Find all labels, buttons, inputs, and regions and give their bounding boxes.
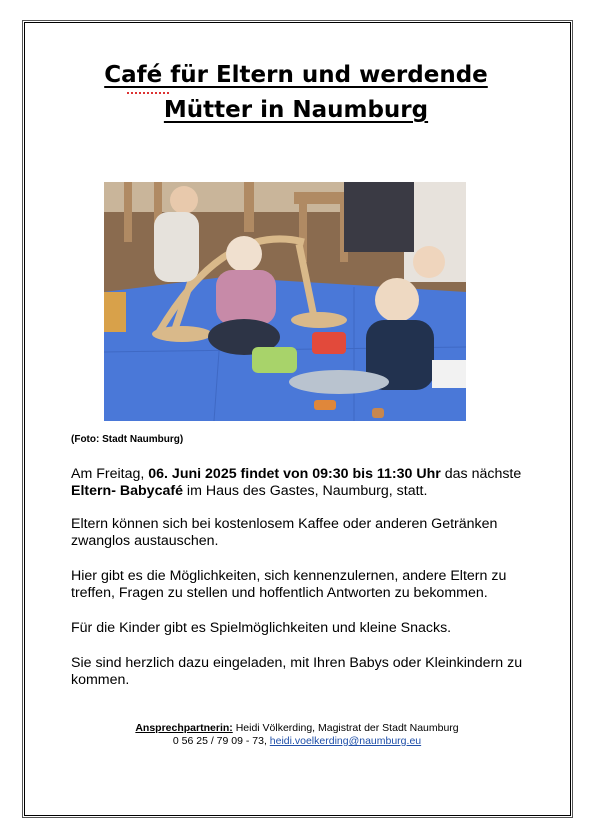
photo-baby-4-head xyxy=(413,246,445,278)
paragraph-invitation: Sie sind herzlich dazu eingeladen, mit Ihren Babys oder Kleinkindern zu kommen. xyxy=(71,655,523,688)
paragraph-kids: Für die Kinder gibt es Spielmöglichkeiten und kleine Snacks. xyxy=(71,620,452,636)
spellcheck-underline xyxy=(127,89,169,94)
photo-book xyxy=(432,360,466,388)
photo-baby-1-head xyxy=(170,186,198,214)
photo-baby-3-head xyxy=(375,278,419,322)
title-line-2: Mütter in Naumburg xyxy=(163,97,429,123)
contact-label: Ansprechpartnerin: xyxy=(135,722,233,734)
photo-baby-1-body xyxy=(154,212,199,282)
contact-email-link[interactable]: heidi.voelkerding@naumburg.eu xyxy=(269,735,422,747)
photo-gym-base-right xyxy=(291,312,347,328)
photo-adult-legs xyxy=(344,182,414,252)
paragraph-coffee: Eltern können sich bei kostenlosem Kaffee oder anderen Getränken zwanglos austauschen. xyxy=(71,516,498,549)
photo-toy-block xyxy=(372,408,384,418)
photo-babies-playing xyxy=(104,182,466,421)
photo-baby-2-head xyxy=(226,236,262,272)
photo-baby-3-legs xyxy=(289,370,389,394)
title-line-1: Café für Eltern und werdende xyxy=(104,62,488,88)
photo-toy-red xyxy=(312,332,346,354)
paragraph-opportunities: Hier gibt es die Möglichkeiten, sich kennenzulernen, andere Eltern zu treffen, Fragen zu stellen und hoffentlich Antworten zu bekommen. xyxy=(71,568,507,601)
photo-adult-left xyxy=(104,292,126,332)
photo-caption: (Foto: Stadt Naumburg) xyxy=(71,434,184,445)
text-event-name: Eltern- Babycafé xyxy=(71,483,183,499)
contact-block xyxy=(60,722,534,748)
text-friday: Am Freitag, xyxy=(71,466,149,482)
photo-toy-orange xyxy=(314,400,336,410)
text-location: im Haus des Gastes, Naumburg, statt. xyxy=(182,483,428,499)
text-event-datetime: 06. Juni 2025 findet von 09:30 bis 11:30 Uhr xyxy=(148,466,441,482)
contact-phone: 0 56 25 / 79 09 - 73, xyxy=(172,735,270,747)
page-title xyxy=(40,58,552,128)
photo-gym-base-left xyxy=(152,326,212,342)
text-next: das nächste xyxy=(440,466,522,482)
paragraph-event-details xyxy=(71,466,541,500)
photo-illustration xyxy=(104,182,466,421)
photo-baby-2-body xyxy=(216,270,276,325)
photo-toy-green xyxy=(252,347,297,373)
contact-name: Heidi Völkerding, Magistrat der Stadt Naumburg xyxy=(232,722,459,734)
